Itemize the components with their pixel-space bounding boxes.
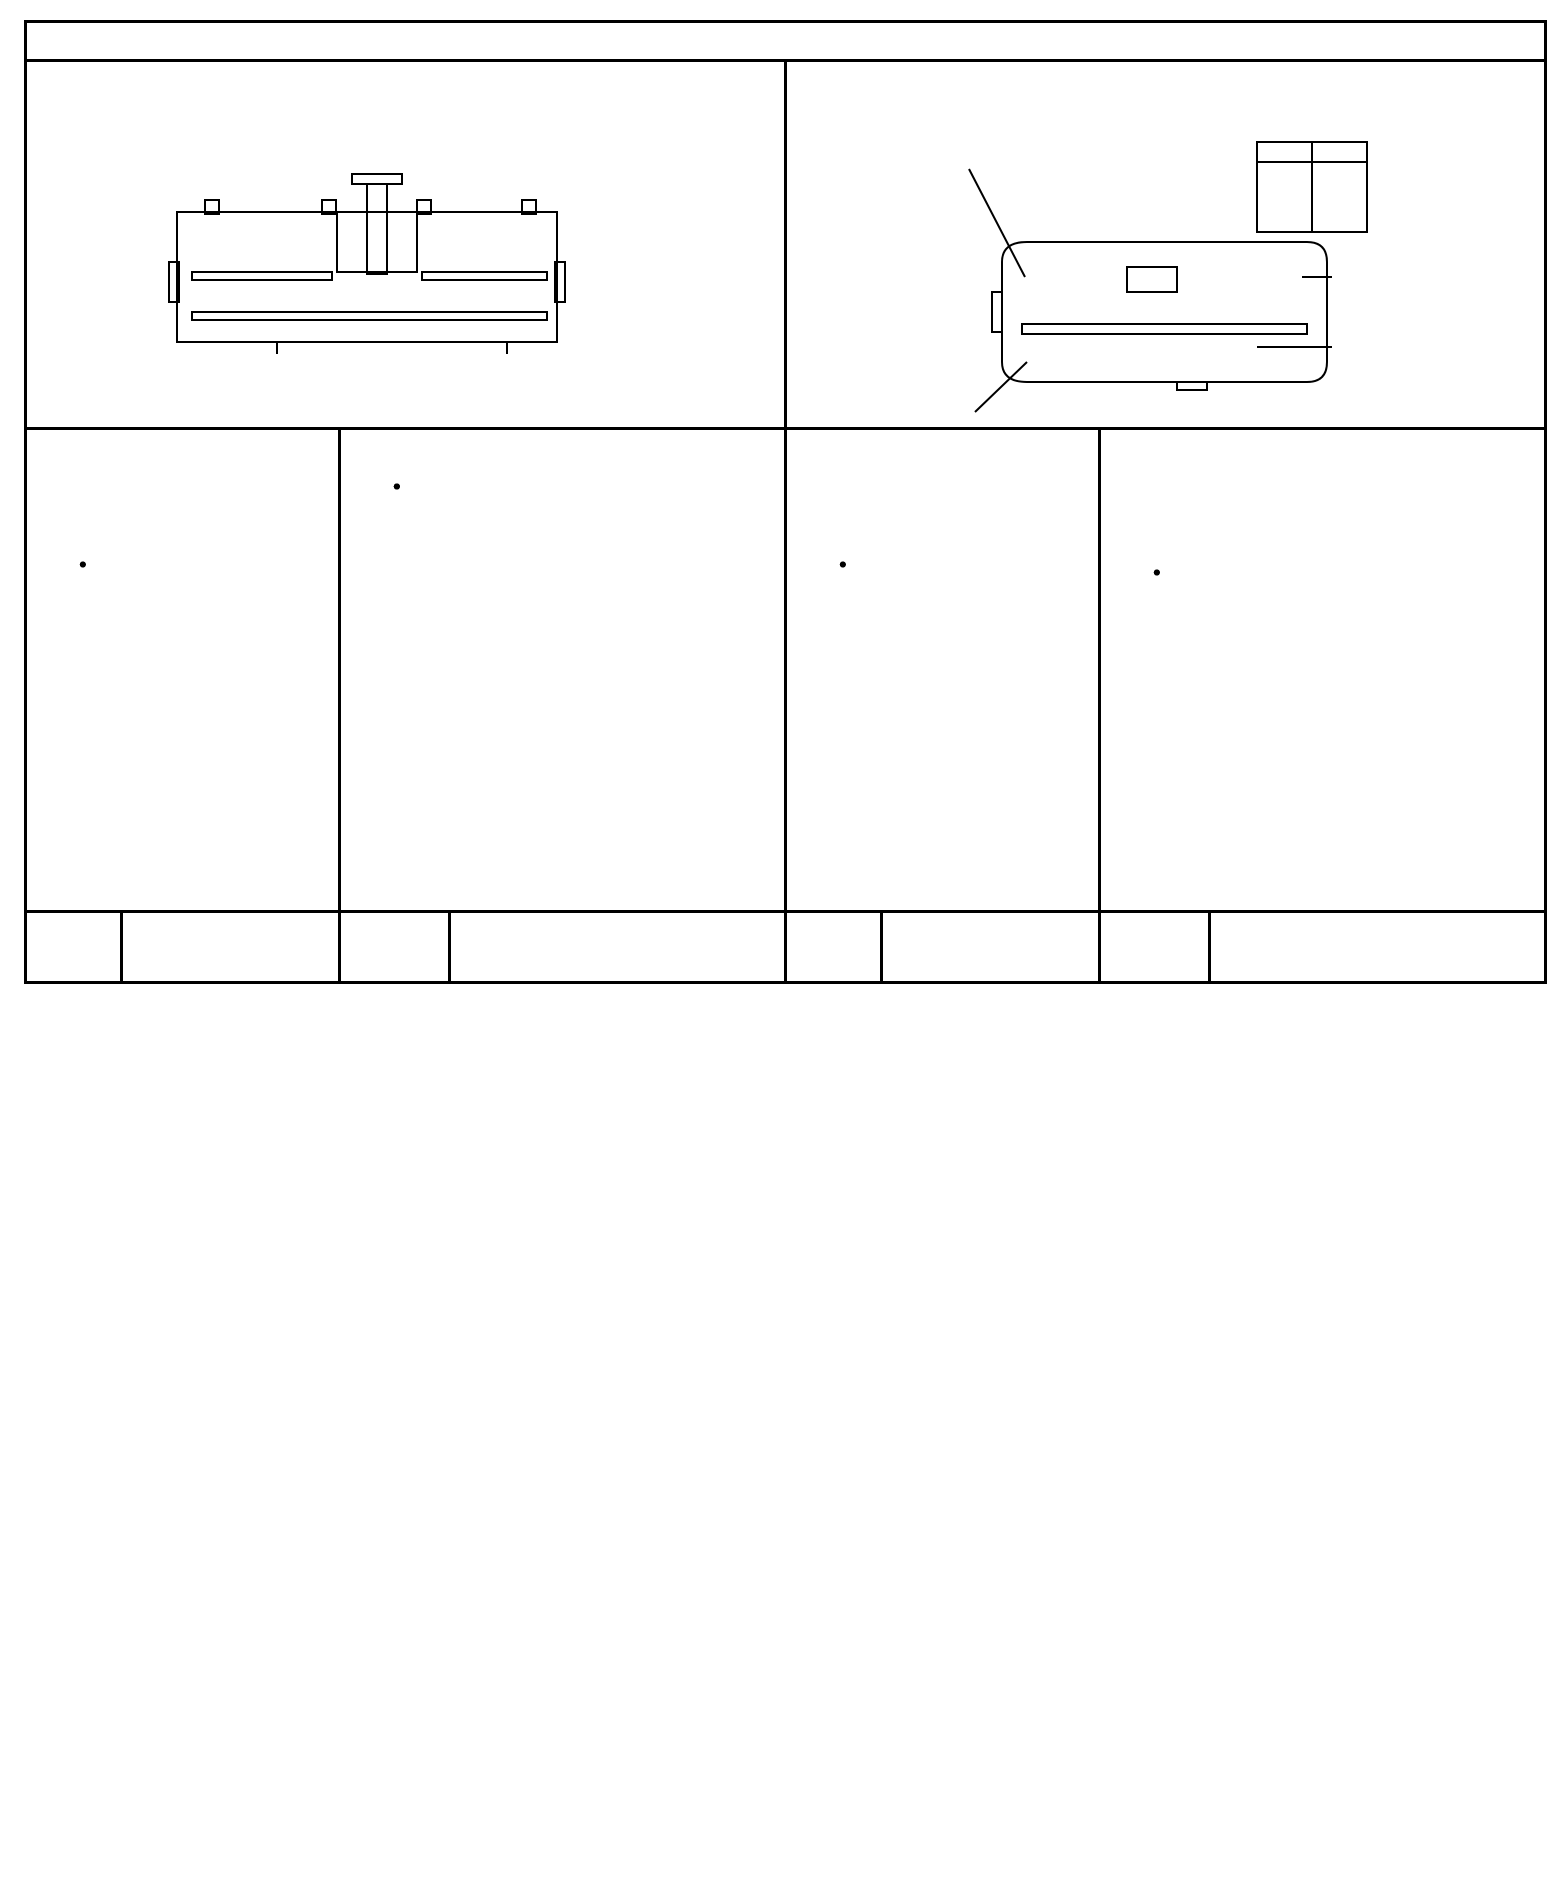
left-connector-diagram — [26, 61, 786, 429]
connector-document — [24, 20, 1544, 1870]
right-col-circuit — [1100, 912, 1210, 983]
left-connector-part-info — [26, 429, 340, 912]
right-col-wire — [882, 912, 1100, 983]
right-connector-part-info — [786, 429, 1100, 912]
left-col-function — [450, 912, 786, 983]
right-col-pin — [786, 912, 882, 983]
left-col-wire — [122, 912, 340, 983]
left-connector-face — [27, 62, 787, 427]
left-terminal-part-info — [340, 429, 786, 912]
right-connector-diagram — [786, 61, 1546, 429]
left-col-circuit — [340, 912, 450, 983]
right-connector-face — [787, 62, 1547, 427]
left-col-pin — [26, 912, 122, 983]
right-terminal-part-info — [1100, 429, 1546, 912]
document-title — [26, 22, 1546, 61]
pin-table-header — [26, 912, 1546, 983]
right-col-function — [1210, 912, 1546, 983]
connector-table — [24, 20, 1547, 984]
